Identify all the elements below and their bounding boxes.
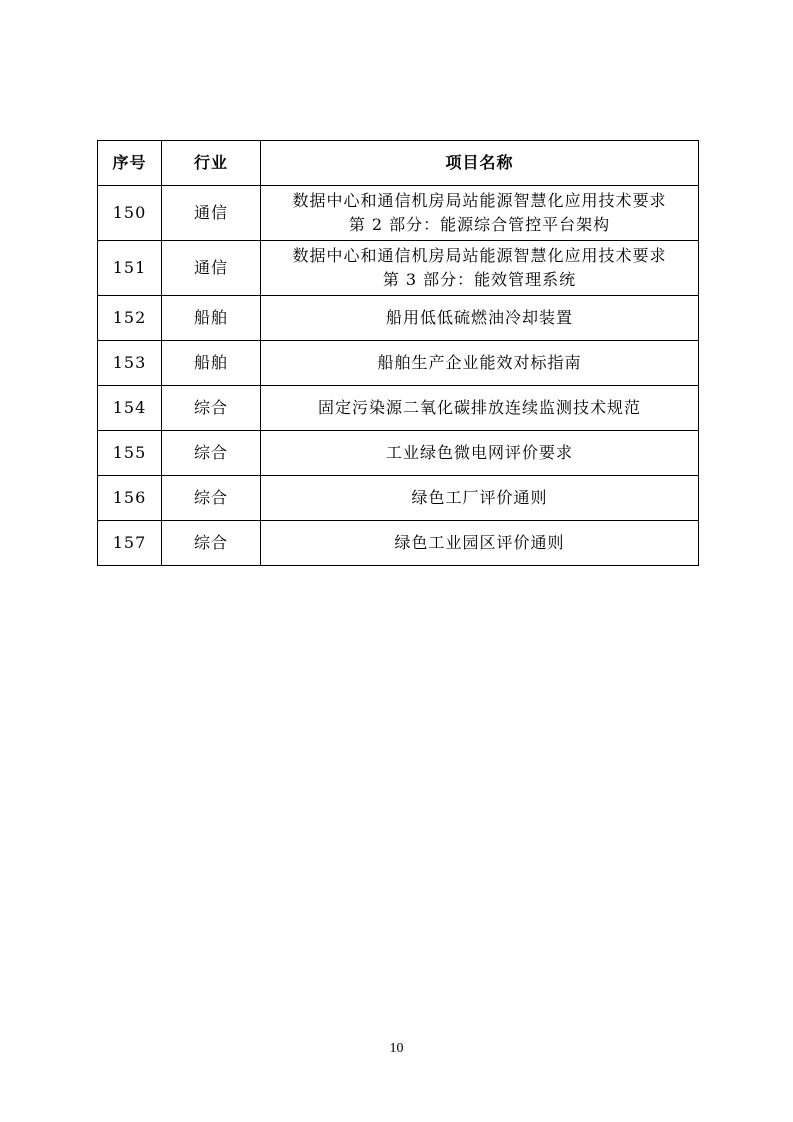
- header-index: 序号: [98, 141, 162, 186]
- cell-industry: 通信: [162, 186, 261, 241]
- cell-industry: 综合: [162, 431, 261, 476]
- cell-industry: 通信: [162, 241, 261, 296]
- cell-index: 155: [98, 431, 162, 476]
- table-row: [98, 186, 699, 241]
- standards-table: [97, 140, 699, 566]
- table-row: [98, 476, 699, 521]
- cell-index: 151: [98, 241, 162, 296]
- table-header-row: [98, 141, 699, 186]
- table-row: [98, 296, 699, 341]
- cell-project-name: 绿色工业园区评价通则: [261, 521, 699, 566]
- cell-index: 154: [98, 386, 162, 431]
- project-name-line: 数据中心和通信机房局站能源智慧化应用技术要求: [292, 191, 667, 210]
- cell-index: 152: [98, 296, 162, 341]
- cell-industry: 综合: [162, 386, 261, 431]
- cell-index: 150: [98, 186, 162, 241]
- cell-project-name: [261, 241, 699, 296]
- header-project-name: 项目名称: [261, 141, 699, 186]
- cell-project-name: 绿色工厂评价通则: [261, 476, 699, 521]
- cell-project-name: [261, 186, 699, 241]
- cell-industry: 船舶: [162, 341, 261, 386]
- cell-project-name: 船舶生产企业能效对标指南: [261, 341, 699, 386]
- cell-index: 153: [98, 341, 162, 386]
- cell-project-name: 工业绿色微电网评价要求: [261, 431, 699, 476]
- cell-project-name: 固定污染源二氧化碳排放连续监测技术规范: [261, 386, 699, 431]
- cell-industry: 综合: [162, 476, 261, 521]
- table-row: [98, 431, 699, 476]
- table-row: [98, 241, 699, 296]
- table-row: [98, 386, 699, 431]
- cell-index: 157: [98, 521, 162, 566]
- project-name-line: 第 3 部分：能效管理系统: [382, 270, 577, 289]
- table-row: [98, 521, 699, 566]
- project-name-line: 数据中心和通信机房局站能源智慧化应用技术要求: [292, 246, 667, 265]
- header-industry: 行业: [162, 141, 261, 186]
- cell-index: 156: [98, 476, 162, 521]
- cell-project-name: 船用低低硫燃油冷却装置: [261, 296, 699, 341]
- cell-industry: 船舶: [162, 296, 261, 341]
- page-number: 10: [389, 1041, 404, 1056]
- cell-industry: 综合: [162, 521, 261, 566]
- project-name-line: 第 2 部分：能源综合管控平台架构: [348, 215, 611, 234]
- table-row: [98, 341, 699, 386]
